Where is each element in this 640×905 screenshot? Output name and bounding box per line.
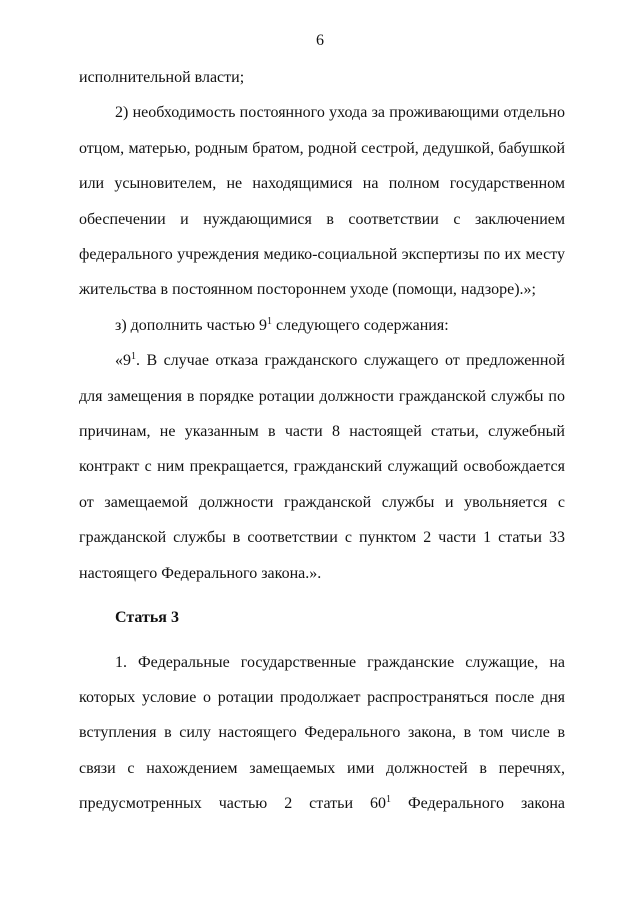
paragraph-continuation: исполнительной власти;: [79, 69, 245, 86]
amendment-z-superscript: 1: [267, 315, 273, 327]
article-3-item-1-text-end: Федерального закона: [390, 795, 565, 813]
paragraph-amendment-z: [79, 308, 565, 343]
document-body: [79, 60, 565, 822]
part-9-1-text-start: «9: [115, 352, 131, 370]
article-3-item-1-superscript: 1: [385, 794, 391, 806]
part-9-1-text-end: . В случае отказа гражданского служащего от предложенной для замещения в порядке ротации должности гражданской службы по причинам, не указанным в части 8 настоящей статьи, служебный контракт с ним прекращается, гражданский служащий освобождается от замещаемой должности гражданской службы и увольняется с гражданской службы в соответствии с пунктом 2 части 1 статьи 33 настоящего Федерального закона.».: [79, 352, 565, 582]
article-3-item-1-text-start: 1. Федеральные государственные гражданские служащие, на которых условие о ротации продолжает распространяться после дня вступления в силу настоящего Федерального закона, в том числе в связи с нахождением замещаемых ими должностей в перечнях, предусмотренных частью 2 статьи 60: [79, 653, 565, 813]
paragraph-item-2-text: 2) необходимость постоянного ухода за проживающими отдельно отцом, матерью, родным братом, родной сестрой, дедушкой, бабушкой или усыновителем, не находящимися на полном государственном обеспечении и нуждающимися в соответствии с заключением федерального учреждения медико-социальной экспертизы по их месту жительства в постоянном постороннем уходе (помощи, надзоре).»;: [79, 104, 565, 299]
amendment-z-text-end: следующего содержания:: [272, 316, 449, 334]
part-9-1-superscript: 1: [131, 351, 136, 363]
paragraph-item-2: [79, 95, 565, 307]
paragraph-part-9-1: [79, 343, 565, 591]
page-number: 6: [316, 32, 324, 49]
article-heading: Статья 3: [115, 609, 179, 627]
paragraph-article-3-item-1: [79, 645, 565, 822]
amendment-z-text-start: з) дополнить частью 9: [115, 316, 268, 334]
